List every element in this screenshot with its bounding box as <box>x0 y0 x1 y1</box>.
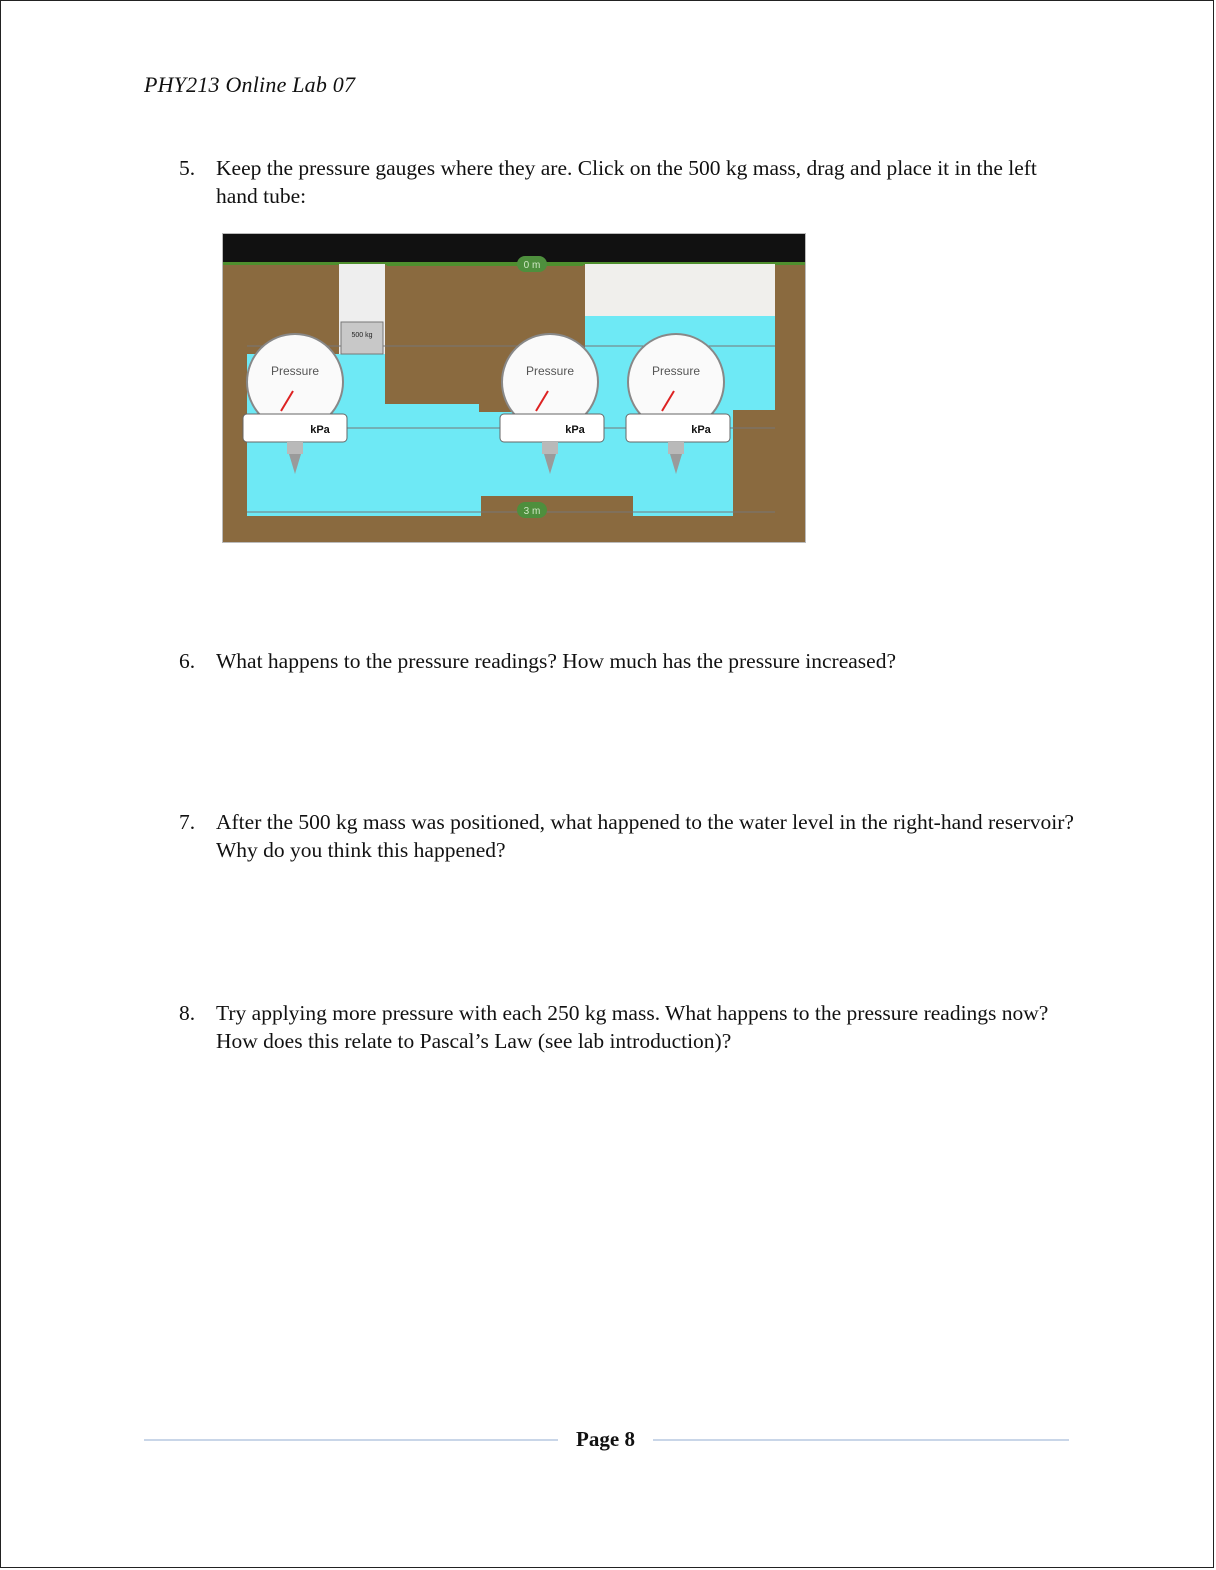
question-text: After the 500 kg mass was positioned, what happened to the water level in the right-hand reservoir? Why do you think this happened? <box>216 810 1074 862</box>
gauge-unit: kPa <box>691 424 711 436</box>
question-text: What happens to the pressure readings? How much has the pressure increased? <box>216 649 896 673</box>
mass-label: 500 kg <box>351 332 373 339</box>
gauge-label: Pressure <box>651 364 701 378</box>
depth-marker-bottom: 3 m <box>523 506 541 517</box>
question-text: Keep the pressure gauges where they are. Click on the 500 kg mass, drag and place it in the left hand tube: <box>216 156 1037 208</box>
question-7 <box>179 808 1079 864</box>
gauge-unit: kPa <box>310 424 330 436</box>
simulation-screenshot <box>222 233 806 543</box>
question-number: 7. <box>179 810 196 834</box>
gauge-unit: kPa <box>565 424 585 436</box>
depth-marker-top: 0 m <box>523 260 541 271</box>
footer-rule-left <box>144 1439 558 1441</box>
page-number: Page 8 <box>576 1427 635 1451</box>
page-header: PHY213 Online Lab 07 <box>144 72 356 97</box>
question-8 <box>179 999 1079 1055</box>
question-number: 5. <box>179 156 196 180</box>
question-number: 6. <box>179 649 196 673</box>
gauge-label: Pressure <box>525 364 575 378</box>
question-number: 8. <box>179 1001 196 1025</box>
gauge-label: Pressure <box>270 364 320 378</box>
question-text: Try applying more pressure with each 250 kg mass. What happens to the pressure readings now? How does this relate to Pascal’s Law (see lab introduction)? <box>216 1001 1049 1053</box>
question-6 <box>179 647 1079 675</box>
question-5 <box>179 154 1079 210</box>
footer-rule-right <box>653 1439 1069 1441</box>
